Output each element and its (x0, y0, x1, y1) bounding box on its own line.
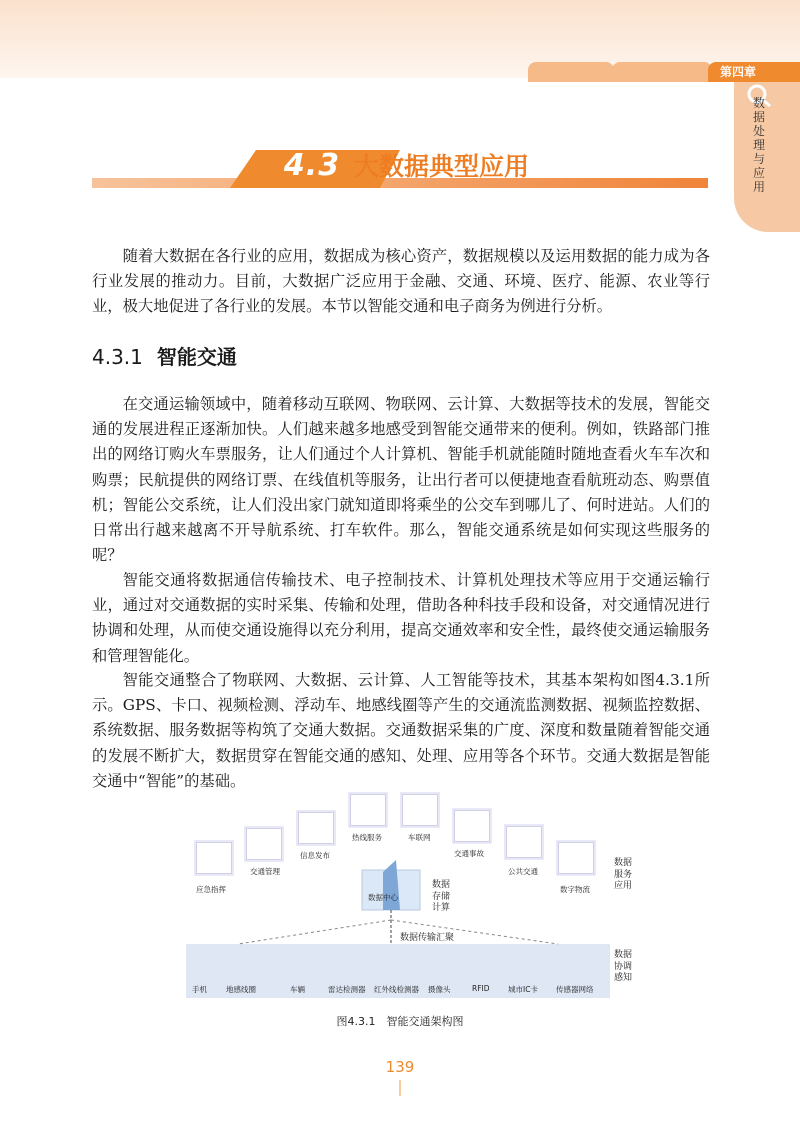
service-label: 数字物流 (560, 885, 590, 894)
service-box-logistics (558, 842, 594, 874)
chapter-tab: 第四章 (708, 62, 800, 82)
device-label: 摄像头 (428, 985, 451, 994)
device-label: 城市IC卡 (508, 985, 538, 994)
service-label: 热线服务 (352, 833, 382, 842)
figure-caption: 图4.3.1 智能交通架构图 (336, 1015, 464, 1028)
header-tab-2 (612, 62, 712, 82)
service-box-vehicle-net (402, 794, 438, 826)
service-label: 交通事故 (454, 849, 484, 858)
architecture-figure (178, 790, 633, 1012)
body-paragraph-1: 在交通运输领域中，随着移动互联网、物联网、云计算、大数据等技术的发展，智能交通的发展进程正逐渐加快。人们越来越多地感受到智能交通带来的便利。例如，铁路部门推出的网络订购火车票服务，让人们通过个人计算机、智能手机就能随时随地查看火车车次和购票；民航提供的网络订票、在线值机等服务，让出行者可以便捷地查看航班动态、购票值机；智能公交系统，让人们没出家门就知道即将乘坐的公交车到哪儿了、何时进站。人们的日常出行越来越离不开导航系统、打车软件。那么，智能交通系统是如何实现这些服务的呢？ (92, 395, 710, 565)
section-number: 4.3 (283, 148, 341, 183)
section-heading (92, 150, 708, 188)
transmission-label: 数据传输汇聚 (400, 933, 455, 943)
data-center-label: 数据中心 (368, 893, 398, 902)
body-paragraph-3: 智能交通整合了物联网、大数据、云计算、人工智能等技术，其基本架构如图4.3.1所示。GPS、卡口、视频检测、浮动车、地感线圈等产生的交通流监测数据、视频监控数据、系统数据、服务数据等构筑了交通大数据。交通数据采集的广度、深度和数量随着智能交通的发展不断扩大，数据贯穿在智能交通的感知、处理、应用等各个环节。交通大数据是智能交通中“智能”的基础。 (92, 671, 710, 790)
intro-paragraph: 随着大数据在各行业的应用，数据成为核心资产，数据规模以及运用数据的能力成为各行业发展的推动力。目前，大数据广泛应用于金融、交通、环境、医疗、能源、农业等行业，极大地促进了各行业的发展。本节以智能交通和电子商务为例进行分析。 (92, 247, 710, 316)
service-box-accident (454, 810, 490, 842)
subsection-heading (92, 344, 237, 370)
service-label: 车联网 (408, 833, 431, 842)
device-label: 地感线圈 (226, 985, 256, 994)
device-label: 手机 (192, 985, 207, 994)
storage-label: 数据存储计算 (432, 880, 451, 913)
service-label: 应急指挥 (196, 885, 226, 894)
service-label: 信息发布 (300, 851, 330, 860)
section-title: 大数据典型应用 (354, 152, 530, 181)
service-box-traffic-mgmt (246, 828, 282, 860)
side-chapter-title: 数据处理与应用 (752, 96, 765, 194)
subsection-title: 智能交通 (156, 345, 237, 369)
device-label: 红外线检测器 (374, 985, 419, 994)
body-paragraph-2: 智能交通将数据通信传输技术、电子控制技术、计算机处理技术等应用于交通运输行业，通过对交通数据的实时采集、传输和处理，借助各种科技手段和设备，对交通情况进行协调和处理，从而使交通设施得以充分利用，提高交通效率和安全性，最终使交通运输服务和管理智能化。 (92, 571, 710, 665)
service-label: 公共交通 (508, 867, 538, 876)
device-label: 雷达检测器 (328, 985, 366, 994)
device-label: 传感器网络 (556, 985, 594, 994)
device-label: 车辆 (290, 985, 305, 994)
page-number: 139 (385, 1058, 415, 1076)
header-tab-1 (528, 62, 614, 82)
service-box-hotline (350, 794, 386, 826)
service-box-info (298, 812, 334, 844)
subsection-number: 4.3.1 (92, 345, 143, 369)
service-layer-label: 数据服务应用 (614, 858, 633, 891)
sensing-layer-label: 数据协调感知 (614, 950, 633, 983)
service-label: 交通管理 (250, 867, 280, 876)
page-number-tick (399, 1080, 401, 1096)
service-box-emergency (196, 842, 232, 874)
service-box-public-transit (506, 826, 542, 858)
device-label: RFID (472, 984, 490, 993)
